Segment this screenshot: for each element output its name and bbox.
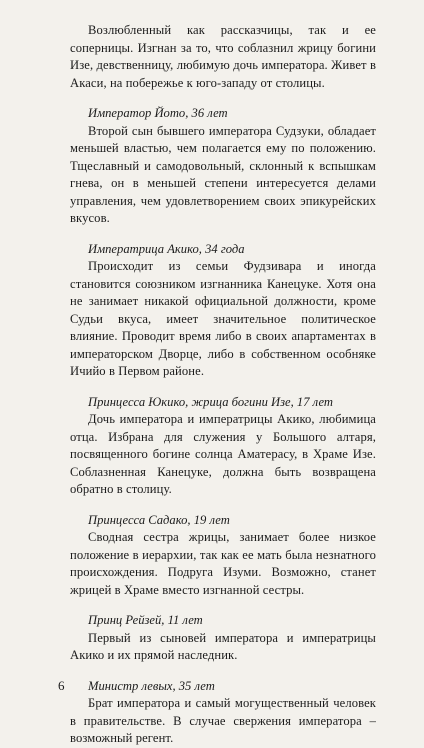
character-description: Дочь императора и императрицы Акико, любимица отца. Избрана для служения у Большого алтаря, посвященного богине солнца Аматерасу, в Храме Изе. Соблазненная Канецуке, должна быть возвращена обратно в столицу.	[70, 412, 376, 496]
intro-paragraph: Возлюбленный как рассказчицы, так и ее соперницы. Изгнан за то, что соблазнил жрицу богини Изе, девственницу, любимую дочь императора. Живет в Акаси, на побережье к юго-западу от столицы.	[70, 23, 376, 90]
character-entry-prince-reizei	[70, 612, 376, 665]
character-heading: Императрица Акико, 34 года	[88, 241, 245, 256]
character-entry-princess-yukiko	[70, 394, 376, 499]
page-number: 6	[58, 678, 65, 693]
character-heading: Министр левых, 35 лет	[88, 678, 215, 693]
character-entry-minister-left	[70, 678, 376, 748]
character-description: Брат императора и самый могущественный человек в правительстве. В случае свержения императора – возможный регент.	[70, 696, 376, 745]
character-entry-emperor	[70, 105, 376, 228]
character-description: Происходит из семьи Фудзивара и иногда становится союзником изгнанника Канецуке. Хотя она не занимает никакой официальной должности, кроме Судьи вкуса, имеет значительное политическое влияние. Проводит время либо в своих апартаментах в императорском Дворце, либо в собственном особняке Ичийо в Первом районе.	[70, 259, 376, 378]
character-description: Первый из сыновей императора и императрицы Акико и их прямой наследник.	[70, 630, 376, 662]
character-heading: Принц Рейзей, 11 лет	[88, 613, 203, 627]
character-description: Сводная сестра жрицы, занимает более низкое положение в иерархии, так как ее мать была незнатного происхождения. Подруга Изуми. Возможно, станет жрицей в Храме вместо изгнанной сестры.	[70, 530, 376, 597]
character-heading: Принцесса Юкико, жрица богини Изе, 17 лет	[88, 394, 333, 409]
character-description: Второй сын бывшего императора Судзуки, обладает меньшей властью, чем полагается ему по положению. Тщеславный и самодовольный, склонный к вспышкам гнева, он в меньшей степени интересуется делами управления, чем удовлетворением своих эпикурейских вкусов.	[70, 123, 376, 225]
character-heading: Принцесса Садако, 19 лет	[88, 512, 230, 527]
character-entry-empress	[70, 241, 376, 381]
character-heading: Император Йото, 36 лет	[88, 106, 228, 120]
character-entry-princess-sadako	[70, 512, 376, 600]
